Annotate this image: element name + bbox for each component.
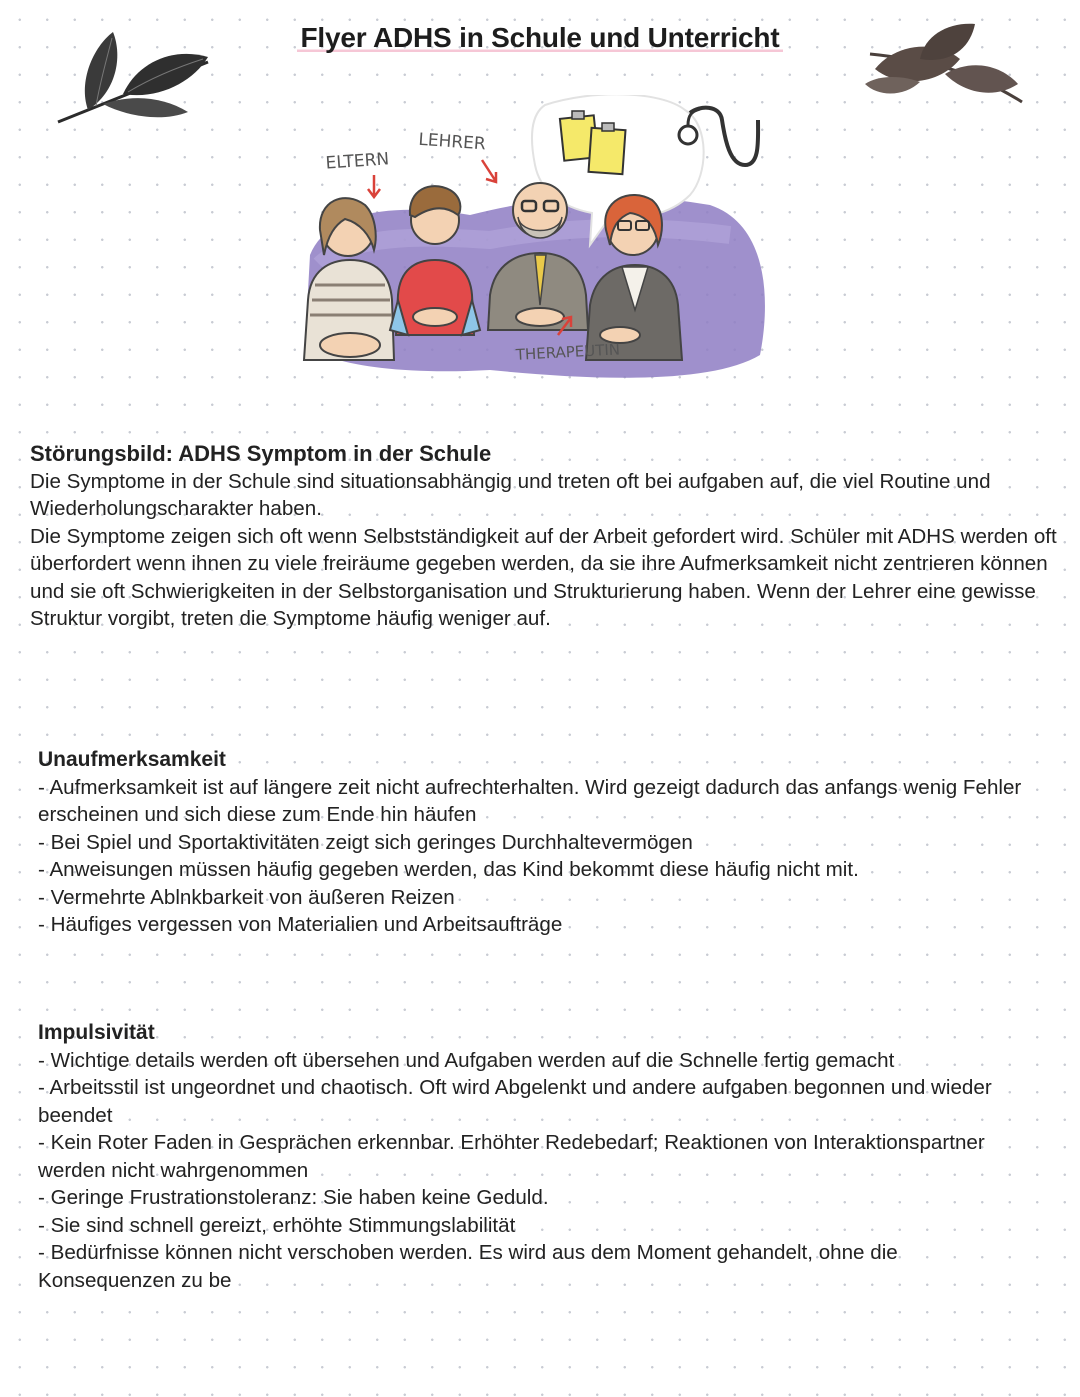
list-item: - Kein Roter Faden in Gesprächen erkennbar. Erhöhter Redebedarf; Reaktionen von Interaktionspartner werden nicht wahrgenommen: [38, 1131, 985, 1182]
meeting-illustration: [290, 95, 790, 395]
list-item: - Bedürfnisse können nicht verschoben werden. Es wird aus dem Moment gehandelt, ohne die Konsequenzen zu be: [38, 1241, 898, 1292]
list-item: - Aufmerksamkeit ist auf längere zeit nicht aufrechterhalten. Wird gezeigt dadurch das anfangs wenig Fehler erscheinen und sich diese zum Ende hin häufen: [38, 775, 1022, 826]
list-item: - Sie sind schnell gereizt, erhöhte Stimmungslabilität: [38, 1213, 516, 1237]
label-eltern: ELTERN: [325, 149, 390, 174]
section-unaufmerksamkeit: [38, 746, 1038, 939]
section-heading: Störungsbild: ADHS Symptom in der Schule: [30, 441, 492, 466]
list-item: - Bei Spiel und Sportaktivitäten zeigt sich geringes Durchhaltevermögen: [38, 830, 693, 854]
paragraph: Die Symptome zeigen sich oft wenn Selbstständigkeit auf der Arbeit gefordert wird. Schüler mit ADHS werden oft überfordert wenn ihnen zu viele freiräume gegeben werden, da sie ihre Aufmerksamkeit nicht zentrieren können und sie oft Schwierigkeiten in der Selbstorganisation und Strukturierung haben. Wenn der Lehrer eine gewisse Struktur vorgibt, treten die Symptome häufig weniger auf.: [30, 524, 1057, 630]
list-item: - Anweisungen müssen häufig gegeben werden, das Kind bekommt diese häufig nicht mit.: [38, 858, 859, 881]
arrow-lehrer-icon: [482, 160, 496, 182]
label-therapeutin: THERAPEUTIN: [515, 340, 621, 364]
section-heading: Impulsivität: [38, 1021, 155, 1044]
section-impulsivitaet: [38, 1019, 1038, 1294]
list-item: - Arbeitsstil ist ungeordnet und chaotisch. Oft wird Abgelenkt und andere aufgaben begonnen und wieder beendet: [38, 1076, 992, 1127]
section-stoerungsbild: [30, 440, 1060, 633]
paragraph: Die Symptome in der Schule sind situationsabhängig und treten oft bei aufgaben auf, die viel Routine und Wiederholungscharakter haben.: [30, 469, 991, 520]
sticky-note-icon: [589, 128, 626, 174]
leaf-left-icon: [48, 22, 218, 142]
section-heading: Unaufmerksamkeit: [38, 748, 226, 771]
list-item: - Geringe Frustrationstoleranz: Sie haben keine Geduld.: [38, 1186, 549, 1209]
page-title-text: Flyer ADHS in Schule und Unterricht: [297, 22, 784, 53]
leaf-right-icon: [850, 14, 1030, 124]
label-lehrer: LEHRER: [417, 129, 487, 155]
arrow-eltern-icon: [368, 175, 380, 197]
list-item: - Häufiges vergessen von Materialien und Arbeitsaufträge: [38, 913, 563, 936]
list-item: - Wichtige details werden oft übersehen und Aufgaben werden auf die Schnelle fertig gemacht: [38, 1048, 895, 1072]
list-item: - Vermehrte Ablnkbarkeit von äußeren Reizen: [38, 885, 455, 909]
